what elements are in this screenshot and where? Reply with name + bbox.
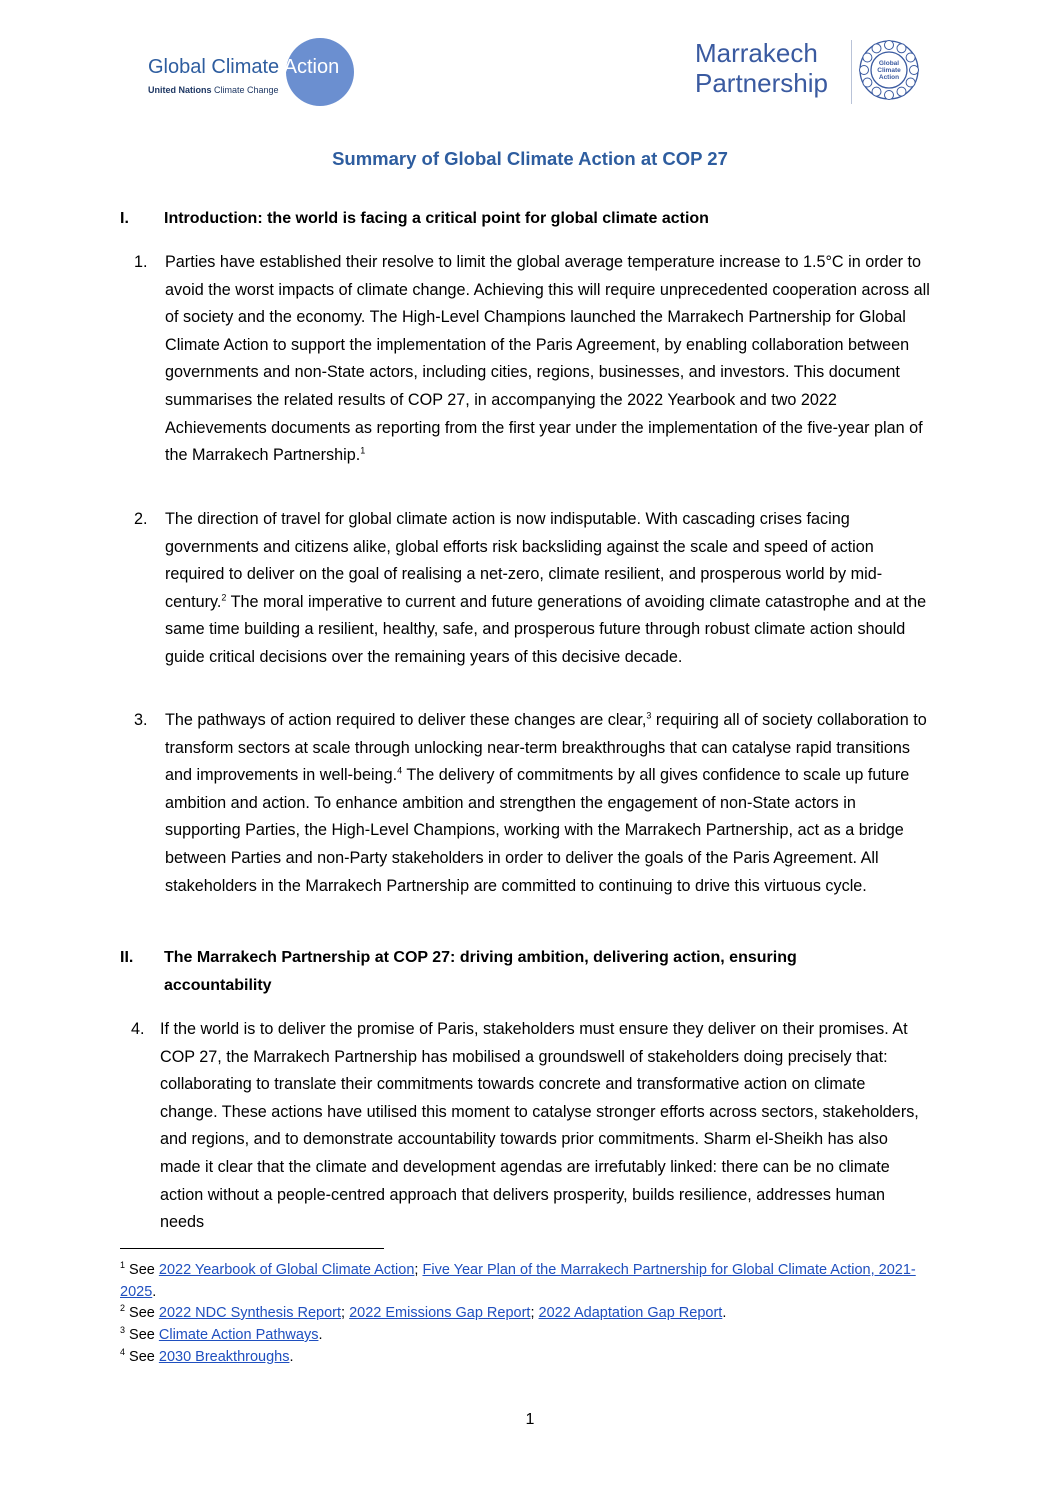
logo-text-climate-change: Climate Change — [211, 85, 279, 95]
footnote-4: $^4$ See 2030 Breakthroughs. — [120, 1347, 294, 1365]
badge-text-line1: Global — [878, 60, 900, 67]
paragraph-number: 4. — [131, 1020, 145, 1038]
badge-text-line3: Action — [878, 74, 900, 81]
logo-text-united-nations: United Nations — [148, 85, 212, 95]
footnote-ref[interactable]: 2 — [221, 592, 227, 603]
badge-text-line2: Climate — [877, 67, 901, 74]
global-climate-action-logo — [146, 38, 361, 106]
footnote-link[interactable]: 2022 NDC Synthesis Report — [158, 1305, 342, 1321]
gca-badge-icon — [858, 39, 920, 101]
logo-text-marrakech: Marrakech — [695, 38, 818, 68]
footnote-link[interactable]: 2022 Adaptation Gap Report — [538, 1305, 723, 1321]
footnote-1: $^1$ See 2022 Yearbook of Global Climate Action; Five Year Plan of the Marrakech Partnership for Global Climate Action, 2021-2025. — [120, 1260, 916, 1300]
section-heading-2 — [120, 944, 920, 1000]
section-number: II. — [120, 949, 134, 966]
paragraph-text: The pathways of action required to deliver these changes are clear,$^3$ requiring all of society collaboration to transform sectors at scale through unlocking near-term breakthroughs that can catalyse rapid transitions and improvements in well-being.$^4$ The delivery of commitments by all gives confidence to scale up future ambition and action. To enhance ambition and strengthen the engagement of non-State actors in supporting Parties, the High-Level Champions, working with the Marrakech Partnership, act as a bridge between Parties and non-Party stakeholders in order to deliver the goals of the Paris Agreement. All stakeholders in the Marrakech Partnership are committed to continuing to drive this virtuous cycle. — [165, 710, 927, 895]
footnote-link[interactable]: Climate Action Pathways — [158, 1327, 319, 1343]
marrakech-partnership-logo — [695, 38, 925, 106]
footnote-number: 3 — [120, 1325, 126, 1336]
footnote-separator — [120, 1248, 384, 1249]
footnote-number: 2 — [120, 1303, 126, 1314]
logo-text-global-climate: Global Climate — [148, 56, 284, 78]
logo-divider — [851, 40, 852, 104]
page-number: 1 — [525, 1411, 535, 1428]
section-number: I. — [120, 210, 129, 227]
footnote-3: $^3$ See Climate Action Pathways. — [120, 1325, 323, 1343]
paragraph-number: 2. — [134, 510, 148, 528]
footnote-link[interactable]: 2022 Yearbook of Global Climate Action — [158, 1262, 415, 1278]
section-heading-text: The Marrakech Partnership at COP 27: driving ambition, delivering action, ensuring accountability — [164, 949, 797, 994]
footnote-ref[interactable]: 3 — [646, 710, 652, 721]
paragraph-number: 3. — [134, 711, 148, 729]
paragraph-text: If the world is to deliver the promise of Paris, stakeholders must ensure they deliver on their promises. At COP 27, the Marrakech Partnership has mobilised a groundswell of stakeholders doing precisely that: collaborating to translate their commitments towards concrete and transformative action on climate change. These actions have utilised this moment to catalyse stronger efforts across sectors, stakeholders, and regions, and to demonstrate accountability towards prior commitments. Sharm el-Sheikh has also made it clear that the climate and development agendas are irrefutably linked: there can be no climate action without a people-centred approach that delivers prosperity, builds resilience, addresses human needs — [160, 1020, 919, 1232]
footnote-number: 4 — [120, 1347, 126, 1358]
footnote-link[interactable]: 2022 Emissions Gap Report — [349, 1305, 531, 1321]
footnote-number: 1 — [120, 1260, 126, 1271]
logo-text-partnership: Partnership — [695, 68, 828, 98]
footnote-link[interactable]: 2030 Breakthroughs — [158, 1349, 290, 1365]
page-title: Summary of Global Climate Action at COP 27 — [332, 148, 728, 169]
section-heading-text: Introduction: the world is facing a critical point for global climate action — [164, 210, 709, 227]
footnote-2: $^2$ See 2022 NDC Synthesis Report; 2022 Emissions Gap Report; 2022 Adaptation Gap Report. — [120, 1303, 727, 1321]
footnote-ref[interactable]: 1 — [360, 445, 366, 456]
footnote-ref[interactable]: 4 — [397, 765, 403, 776]
paragraph-text: Parties have established their resolve to limit the global average temperature increase to 1.5°C in order to avoid the worst impacts of climate change. Achieving this will require unprecedented cooperation across all of society and the economy. The High-Level Champions launched the Marrakech Partnership for Global Climate Action to support the implementation of the Paris Agreement, by enabling collaboration between governments and non-State actors, including cities, regions, businesses, and investors. This document summarises the related results of COP 27, in accompanying the 2022 Yearbook and two 2022 Achievements documents as reporting from the first year under the implementation of the five-year plan of the Marrakech Partnership.$^1$ — [165, 253, 930, 465]
footnote-link[interactable]: Five Year Plan of the Marrakech Partnership for Global Climate Action, 2021-2025 — [120, 1262, 916, 1300]
paragraph-number: 1. — [134, 253, 148, 271]
paragraph-text: The direction of travel for global climate action is now indisputable. With cascading crises facing governments and citizens alike, global efforts risk backsliding against the scale and speed of action required to deliver on the goal of realising a net-zero, climate resilient, and prosperous world by mid-century.$^2$ The moral imperative to current and future generations of avoiding climate catastrophe and at the same time building a resilient, healthy, safe, and prosperous future through robust climate action should guide critical decisions over the remaining years of this decisive decade. — [165, 510, 927, 666]
logo-text-action: Action — [283, 56, 340, 78]
